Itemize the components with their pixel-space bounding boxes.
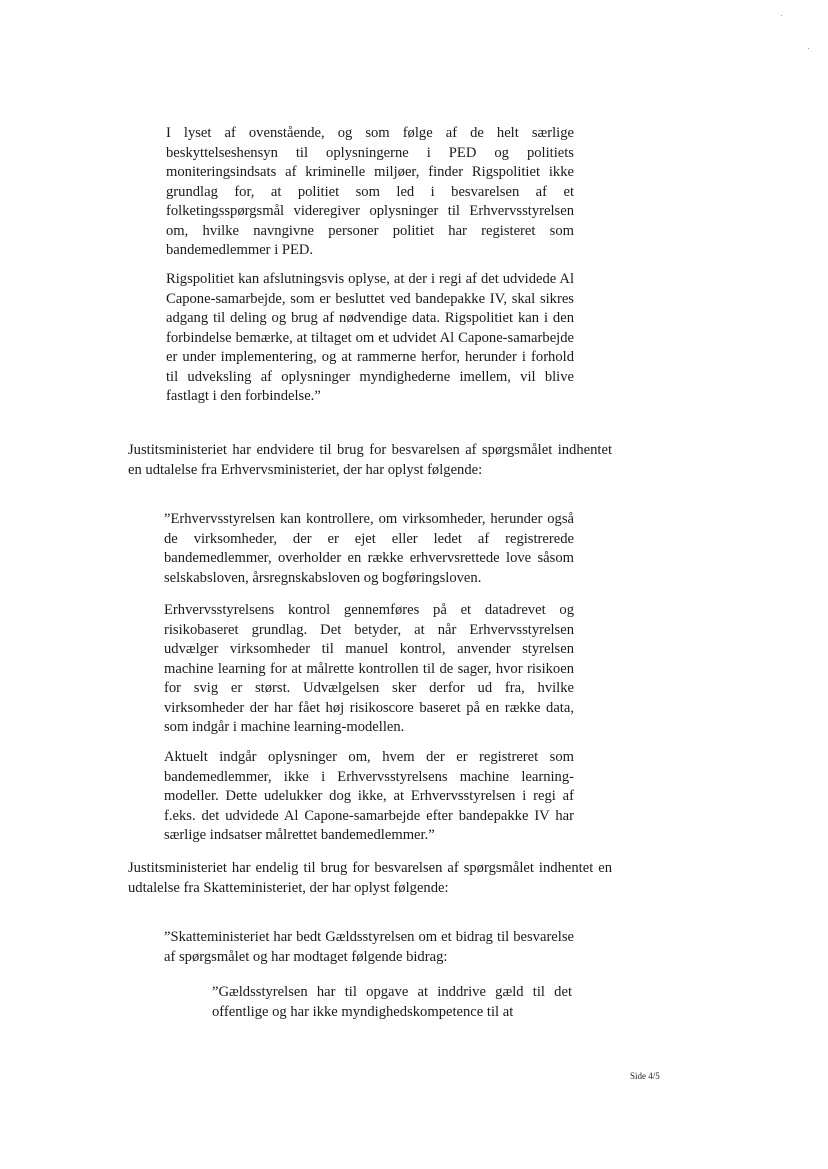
quote-paragraph-rigspolitiet-2: Rigspolitiet kan afslutningsvis oplyse, at der i regi af det udvidede Al Capone-samarbejde, som er besluttet ved bandepakke IV, skal sikres adgang til deling og brug af nødvendige data. Rigspolitiet kan i den forbindelse bemærke, at tiltaget om et udvidet Al Capone-samarbejde er under implementering, og at rammerne herfor, herunder i forhold til udveksling af oplysninger myndighederne imellem, vil blive fastlagt i den forbindelse.” [166, 271, 574, 404]
quote-paragraph-erhvervsstyrelsen-1: ”Erhvervsstyrelsen kan kontrollere, om virksomheder, herunder også de virksomheder, der er ejet eller ledet af registrerede bandemedlemmer, overholder en række erhvervsrettede love såsom selskabsloven, årsregnskabsloven og bogføringsloven. [164, 511, 574, 586]
page-number: Side 4/5 [630, 1071, 660, 1081]
scan-speck [808, 48, 809, 49]
nested-quote-paragraph-gaeldsstyrelsen: ”Gældsstyrelsen har til opgave at inddrive gæld til det offentlige og har ikke myndighedskompetence til at [212, 984, 572, 1020]
scan-speck [781, 15, 782, 16]
body-paragraph-erhvervsministeriet: Justitsministeriet har endvidere til brug for besvarelsen af spørgsmålet indhentet en udtalelse fra Erhvervsministeriet, der har oplyst følgende: [128, 442, 612, 478]
quote-paragraph-erhvervsstyrelsen-3: Aktuelt indgår oplysninger om, hvem der er registreret som bandemedlemmer, ikke i Erhvervsstyrelsens machine learning-modeller. Dette udelukker dog ikke, at Erhvervsstyrelsen i regi af f.eks. det udvidede Al Capone-samarbejde efter bandepakke IV har særlige indsatser målrettet bandemedlemmer.” [164, 749, 574, 843]
quote-paragraph-rigspolitiet-1: I lyset af ovenstående, og som følge af de helt særlige beskyttelseshensyn til oplysningerne i PED og politiets moniteringsindsats af kriminelle miljøer, finder Rigspolitiet ikke grundlag for, at politiet som led i besvarelsen af et folketingsspørgsmål videregiver oplysninger til Erhvervsstyrelsen om, hvilke navngivne personer politiet har registeret som bandemedlemmer i PED. [166, 125, 574, 258]
quote-paragraph-erhvervsstyrelsen-2: Erhvervsstyrelsens kontrol gennemføres på et datadrevet og risikobaseret grundlag. Det betyder, at når Erhvervsstyrelsen udvælger virksomheder til manuel kontrol, anvender styrelsen machine learning for at målrette kontrollen til de sager, hvor risikoen for svig er størst. Udvælgelsen sker derfor ud fra, hvilke virksomheder der har fået høj risikoscore baseret på en række data, som indgår i machine learning-modellen. [164, 602, 574, 735]
body-paragraph-skatteministeriet: Justitsministeriet har endelig til brug for besvarelsen af spørgsmålet indhentet en udtalelse fra Skatteministeriet, der har oplyst følgende: [128, 860, 612, 896]
quote-paragraph-skatteministeriet: ”Skatteministeriet har bedt Gældsstyrelsen om et bidrag til besvarelse af spørgsmålet og har modtaget følgende bidrag: [164, 929, 574, 965]
